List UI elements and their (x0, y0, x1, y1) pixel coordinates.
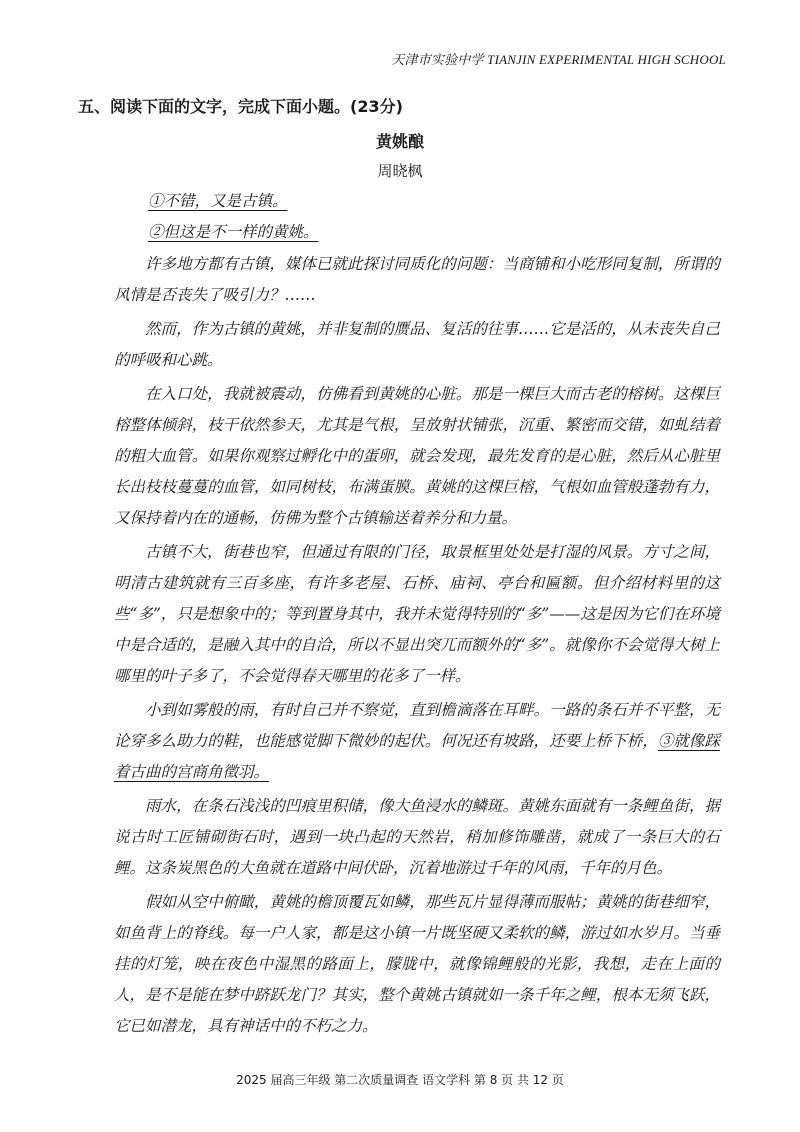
paragraph-rain (114, 695, 720, 788)
paragraph: 在入口处，我就被震动，仿佛看到黄姚的心脏。那是一棵巨大而古老的榕树。这棵巨榕整体倾斜，枝干依然参天，尤其是气根，呈放射状铺张，沉重、繁密而交错，如虬结着的粗大血管。如果你观察过孵化中的蛋卵，就会发现，最先发育的是心脏，然后从心脏里长出枝枝蔓蔓的血管，如同树枝，布满蛋膜。黄姚的这棵巨榕，气根如血管般蓬勃有力，又保持着内在的通畅，仿佛为整个古镇输送着养分和力量。 (114, 385, 720, 527)
rain-text: 小到如雾般的雨，有时自己并不察觉，直到檐滴落在耳畔。一路的条石并不平整，无论穿多么助力的鞋，也能感觉脚下微妙的起伏。何况还有坡路，还要上桥下桥， (114, 701, 720, 750)
paragraph: 古镇不大，街巷也窄，但通过有限的门径，取景框里处处是打湿的风景。方寸之间，明清古建筑就有三百多座，有许多老屋、石桥、庙祠、亭台和匾额。但介绍材料里的这些“多”，只是想象中的；等到置身其中，我并未觉得特别的“多”——这是因为它们在环境中是合适的，是融入其中的自洽，所以不显出突兀而额外的“多”。就像你不会觉得大树上哪里的叶子多了，不会觉得春天哪里的花多了一样。 (114, 543, 720, 685)
paragraph: 许多地方都有古镇，媒体已就此探讨同质化的问题：当商铺和小吃形同复制，所谓的风情是否丧失了吸引力？…… (114, 255, 720, 304)
underlined-sentence: ③就像踩着古曲的宫商角徵羽。 (114, 732, 720, 781)
article-author: 周晓枫 (377, 162, 423, 180)
paragraph: 然而，作为古镇的黄姚，并非复制的赝品、复活的往事……它是活的，从未丧失自己的呼吸和心跳。 (114, 320, 720, 369)
page-footer: 2025 届高三年级 第二次质量调查 语文学科 第 8 页 共 12 页 (236, 1073, 564, 1087)
paragraph: 雨水，在条石浅浅的凹痕里积储，像大鱼浸水的鳞斑。黄姚东面就有一条鲤鱼街，据说古时工匠铺砌街石时，遇到一块凸起的天然岩，稍加修饰雕凿，就成了一条巨大的石鲤。这条炭黑色的大鱼就在道路中间伏卧，沉着地游过千年的风雨，千年的月色。 (114, 797, 720, 877)
article-body (114, 249, 720, 1045)
section-title: 五、阅读下面的文字，完成下面小题。(23分) (78, 97, 403, 116)
handwritten-line-2: ②但这是不一样的黄姚。 (148, 223, 319, 241)
paragraph: 假如从空中俯瞰，黄姚的檐顶覆瓦如鳞，那些瓦片显得薄而服帖；黄姚的街巷细窄，如鱼背上的脊线。每一户人家，都是这小镇一片既坚硬又柔软的鳞，游过如水岁月。当垂挂的灯笼，映在夜色中湿黑的路面上，朦胧中，就像锦鲤般的光影，我想，走在上面的人，是不是能在梦中跻跃龙门？其实，整个黄姚古镇就如一条千年之鲤，根本无须飞跃，它已如潜龙，具有神话中的不朽之力。 (114, 893, 720, 1035)
school-header: 天津市实验中学 TIANJIN EXPERIMENTAL HIGH SCHOOL (391, 52, 726, 67)
handwritten-line-1: ①不错，又是古镇。 (148, 192, 288, 210)
article-title: 黄姚酿 (375, 132, 424, 151)
